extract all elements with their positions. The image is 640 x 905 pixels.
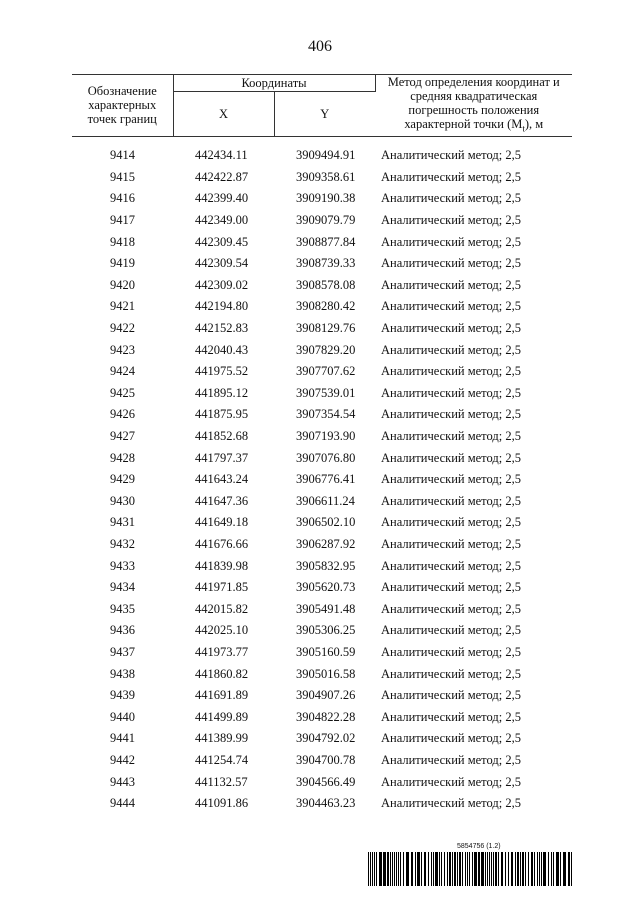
barcode-bar: [465, 852, 466, 886]
barcode-bar: [457, 852, 458, 886]
barcode-bar: [508, 852, 509, 886]
x-cell: 441971.85: [195, 580, 249, 595]
table-row: [72, 555, 572, 577]
y-cell: 3906776.41: [296, 472, 356, 487]
y-cell: 3908739.33: [296, 256, 356, 271]
y-cell: 3909190.38: [296, 191, 356, 206]
table-row: [72, 275, 572, 297]
barcode-bar: [452, 852, 453, 886]
y-cell: 3909358.61: [296, 169, 356, 184]
x-cell: 441852.68: [195, 429, 249, 444]
barcode-bar: [428, 852, 429, 886]
header-method-sub: t: [522, 123, 525, 134]
barcode-bar: [501, 852, 503, 886]
barcode-bar: [520, 852, 521, 886]
point-cell: 9442: [110, 752, 135, 767]
barcode-bar: [485, 852, 486, 886]
x-cell: 441860.82: [195, 666, 249, 681]
header-coordinates: Координаты: [173, 75, 375, 92]
y-cell: 3904907.26: [296, 688, 356, 703]
point-cell: 9425: [110, 385, 135, 400]
method-cell: Аналитический метод; 2,5: [381, 256, 521, 271]
barcode-bar: [379, 852, 382, 886]
x-cell: 441254.74: [195, 752, 249, 767]
barcode-bar: [563, 852, 566, 886]
method-cell: Аналитический метод; 2,5: [381, 796, 521, 811]
barcode-bar: [417, 852, 420, 886]
x-cell: 441975.52: [195, 364, 249, 379]
point-cell: 9420: [110, 277, 135, 292]
point-cell: 9435: [110, 601, 135, 616]
barcode-bar: [505, 852, 506, 886]
point-cell: 9443: [110, 774, 135, 789]
barcode-bar: [462, 852, 463, 886]
table-row: [72, 404, 572, 426]
table-row: [72, 491, 572, 513]
barcode-bar: [411, 852, 413, 886]
table-row: [72, 231, 572, 253]
x-cell: 441875.95: [195, 407, 249, 422]
point-cell: 9444: [110, 796, 135, 811]
y-cell: 3904700.78: [296, 752, 356, 767]
barcode-bar: [447, 852, 448, 886]
coordinates-table: [72, 74, 572, 814]
point-cell: 9429: [110, 472, 135, 487]
y-cell: 3905016.58: [296, 666, 356, 681]
x-cell: 441132.57: [195, 774, 248, 789]
table-row: [72, 339, 572, 361]
x-cell: 442194.80: [195, 299, 249, 314]
y-cell: 3908578.08: [296, 277, 356, 292]
point-cell: 9424: [110, 364, 135, 379]
method-cell: Аналитический метод; 2,5: [381, 752, 521, 767]
barcode-icon: [368, 852, 572, 886]
x-cell: 441499.89: [195, 709, 249, 724]
header-method-tail: ), м: [524, 117, 544, 131]
method-cell: Аналитический метод; 2,5: [381, 774, 521, 789]
x-cell: 442434.11: [195, 148, 248, 163]
x-cell: 442309.02: [195, 277, 249, 292]
barcode-bar: [444, 852, 445, 886]
y-cell: 3905491.48: [296, 601, 356, 616]
barcode-bar: [568, 852, 570, 886]
barcode-bar: [489, 852, 490, 886]
barcode-bar: [556, 852, 559, 886]
method-cell: Аналитический метод; 2,5: [381, 731, 521, 746]
x-cell: 441389.99: [195, 731, 249, 746]
y-cell: 3909494.91: [296, 148, 356, 163]
x-cell: 441839.98: [195, 558, 249, 573]
method-cell: Аналитический метод; 2,5: [381, 644, 521, 659]
header-x: X: [173, 92, 274, 136]
barcode-bar: [522, 852, 524, 886]
table-row: [72, 167, 572, 189]
point-cell: 9440: [110, 709, 135, 724]
method-cell: Аналитический метод; 2,5: [381, 709, 521, 724]
barcode-bar: [493, 852, 494, 886]
header-y: Y: [274, 92, 375, 136]
barcode-bar: [449, 852, 451, 886]
method-cell: Аналитический метод; 2,5: [381, 277, 521, 292]
method-cell: Аналитический метод; 2,5: [381, 234, 521, 249]
barcode-bar: [481, 852, 484, 886]
y-cell: 3907707.62: [296, 364, 356, 379]
y-cell: 3907829.20: [296, 342, 356, 357]
barcode-bar: [431, 852, 432, 886]
point-cell: 9416: [110, 191, 135, 206]
point-cell: 9441: [110, 731, 135, 746]
barcode-bar: [553, 852, 554, 886]
method-cell: Аналитический метод; 2,5: [381, 623, 521, 638]
barcode-bar: [435, 852, 438, 886]
page-number: 406: [308, 38, 332, 55]
barcode-bar: [515, 852, 516, 886]
barcode-bar: [469, 852, 470, 886]
barcode-bar: [551, 852, 552, 886]
spacer-row: [72, 136, 572, 145]
barcode-bar: [467, 852, 468, 886]
table-row: [72, 750, 572, 772]
method-cell: Аналитический метод; 2,5: [381, 148, 521, 163]
method-cell: Аналитический метод; 2,5: [381, 407, 521, 422]
y-cell: 3904566.49: [296, 774, 356, 789]
y-cell: 3906502.10: [296, 515, 356, 530]
x-cell: 442025.10: [195, 623, 249, 638]
barcode-bar: [392, 852, 393, 886]
method-cell: Аналитический метод; 2,5: [381, 601, 521, 616]
table-row: [72, 361, 572, 383]
barcode-bar: [454, 852, 456, 886]
barcode-bar: [424, 852, 426, 886]
method-cell: Аналитический метод; 2,5: [381, 493, 521, 508]
barcode-bar: [441, 852, 442, 886]
point-cell: 9414: [110, 148, 135, 163]
table-row: [72, 512, 572, 534]
y-cell: 3904822.28: [296, 709, 356, 724]
point-cell: 9421: [110, 299, 135, 314]
y-cell: 3905620.73: [296, 580, 356, 595]
point-cell: 9415: [110, 169, 135, 184]
method-cell: Аналитический метод; 2,5: [381, 580, 521, 595]
x-cell: 441691.89: [195, 688, 249, 703]
point-cell: 9419: [110, 256, 135, 271]
barcode-bar: [472, 852, 473, 886]
table-body: [72, 136, 572, 814]
method-cell: Аналитический метод; 2,5: [381, 429, 521, 444]
table-row: [72, 771, 572, 793]
barcode-bar: [478, 852, 480, 886]
table-row: [72, 793, 572, 815]
table-row: [72, 447, 572, 469]
header-point-designation: Обозначение характерных точек границ: [72, 75, 173, 137]
y-cell: 3905832.95: [296, 558, 356, 573]
method-cell: Аналитический метод; 2,5: [381, 342, 521, 357]
table-row: [72, 577, 572, 599]
barcode-bar: [498, 852, 499, 886]
table-row: [72, 253, 572, 275]
table-row: [72, 663, 572, 685]
method-cell: Аналитический метод; 2,5: [381, 321, 521, 336]
table-row: [72, 469, 572, 491]
barcode-bar: [571, 852, 572, 886]
point-cell: 9438: [110, 666, 135, 681]
method-cell: Аналитический метод; 2,5: [381, 364, 521, 379]
header-method-text: Метод определения координат и средняя квадратическая погрешность положения характерной точки (M: [387, 75, 560, 131]
barcode-bar: [543, 852, 546, 886]
barcode-bar: [511, 852, 513, 886]
x-cell: 441091.86: [195, 796, 249, 811]
y-cell: 3904792.02: [296, 731, 356, 746]
barcode-bar: [421, 852, 422, 886]
barcode-bar: [376, 852, 377, 886]
method-cell: Аналитический метод; 2,5: [381, 472, 521, 487]
barcode-bar: [531, 852, 533, 886]
barcode-bar: [396, 852, 397, 886]
x-cell: 441895.12: [195, 385, 249, 400]
barcode-bar: [495, 852, 497, 886]
barcode-bar: [383, 852, 386, 886]
barcode-bar: [541, 852, 542, 886]
x-cell: 442309.45: [195, 234, 249, 249]
barcode-bar: [406, 852, 409, 886]
y-cell: 3905306.25: [296, 623, 356, 638]
barcode-bar: [403, 852, 404, 886]
method-cell: Аналитический метод; 2,5: [381, 666, 521, 681]
x-cell: 441797.37: [195, 450, 249, 465]
y-cell: 3906611.24: [296, 493, 355, 508]
table-row: [72, 426, 572, 448]
method-cell: Аналитический метод; 2,5: [381, 688, 521, 703]
table-row: [72, 685, 572, 707]
barcode-bar: [528, 852, 529, 886]
point-cell: 9439: [110, 688, 135, 703]
method-cell: Аналитический метод; 2,5: [381, 515, 521, 530]
barcode-bar: [390, 852, 391, 886]
y-cell: 3906287.92: [296, 536, 356, 551]
y-cell: 3907193.90: [296, 429, 356, 444]
point-cell: 9423: [110, 342, 135, 357]
table-row: [72, 210, 572, 232]
table-row: [72, 188, 572, 210]
y-cell: 3904463.23: [296, 796, 356, 811]
table-row: [72, 706, 572, 728]
y-cell: 3907076.80: [296, 450, 356, 465]
table-row: [72, 534, 572, 556]
barcode-bar: [370, 852, 371, 886]
table-row: [72, 620, 572, 642]
method-cell: Аналитический метод; 2,5: [381, 213, 521, 228]
y-cell: 3907354.54: [296, 407, 356, 422]
barcode-bar: [400, 852, 401, 886]
barcode-bar: [368, 852, 369, 886]
method-cell: Аналитический метод; 2,5: [381, 536, 521, 551]
barcode-bar: [439, 852, 440, 886]
barcode-label: 5854756 (1.2): [457, 843, 501, 850]
method-cell: Аналитический метод; 2,5: [381, 450, 521, 465]
x-cell: 441649.18: [195, 515, 249, 530]
barcode-bar: [560, 852, 561, 886]
point-cell: 9426: [110, 407, 135, 422]
barcode-bar: [487, 852, 488, 886]
point-cell: 9430: [110, 493, 135, 508]
point-cell: 9417: [110, 213, 135, 228]
x-cell: 442040.43: [195, 342, 249, 357]
point-cell: 9431: [110, 515, 135, 530]
barcode-bar: [433, 852, 434, 886]
x-cell: 441647.36: [195, 493, 249, 508]
point-cell: 9437: [110, 644, 135, 659]
barcode-bar: [474, 852, 477, 886]
y-cell: 3909079.79: [296, 213, 356, 228]
point-cell: 9432: [110, 536, 135, 551]
table-row: [72, 728, 572, 750]
x-cell: 442349.00: [195, 213, 249, 228]
barcode-bar: [534, 852, 535, 886]
point-cell: 9428: [110, 450, 135, 465]
point-cell: 9436: [110, 623, 135, 638]
header-method: [375, 75, 572, 137]
x-cell: 442015.82: [195, 601, 249, 616]
point-cell: 9427: [110, 429, 135, 444]
barcode-bar: [372, 852, 373, 886]
x-cell: 441676.66: [195, 536, 249, 551]
method-cell: Аналитический метод; 2,5: [381, 385, 521, 400]
table-row: [72, 598, 572, 620]
method-cell: Аналитический метод; 2,5: [381, 169, 521, 184]
x-cell: 442309.54: [195, 256, 249, 271]
x-cell: 442152.83: [195, 321, 249, 336]
point-cell: 9418: [110, 234, 135, 249]
y-cell: 3908280.42: [296, 299, 356, 314]
barcode-bar: [394, 852, 395, 886]
x-cell: 442422.87: [195, 169, 249, 184]
barcode-bar: [374, 852, 375, 886]
barcode-bar: [459, 852, 461, 886]
barcode-bar: [517, 852, 519, 886]
x-cell: 441643.24: [195, 472, 249, 487]
table-row: [72, 318, 572, 340]
barcode-bar: [491, 852, 492, 886]
barcode-bar: [525, 852, 526, 886]
x-cell: 442399.40: [195, 191, 249, 206]
method-cell: Аналитический метод; 2,5: [381, 558, 521, 573]
barcode-bar: [537, 852, 538, 886]
point-cell: 9434: [110, 580, 135, 595]
table-row: [72, 145, 572, 167]
table-row: [72, 296, 572, 318]
y-cell: 3908129.76: [296, 321, 356, 336]
table-row: [72, 383, 572, 405]
point-cell: 9433: [110, 558, 135, 573]
y-cell: 3908877.84: [296, 234, 356, 249]
table-row: [72, 642, 572, 664]
point-cell: 9422: [110, 321, 135, 336]
barcode-bar: [548, 852, 549, 886]
x-cell: 441973.77: [195, 644, 249, 659]
barcode-bar: [415, 852, 416, 886]
method-cell: Аналитический метод; 2,5: [381, 299, 521, 314]
barcode-bar: [387, 852, 389, 886]
barcode-bar: [398, 852, 399, 886]
barcode-bar: [539, 852, 540, 886]
method-cell: Аналитический метод; 2,5: [381, 191, 521, 206]
y-cell: 3905160.59: [296, 644, 356, 659]
y-cell: 3907539.01: [296, 385, 356, 400]
